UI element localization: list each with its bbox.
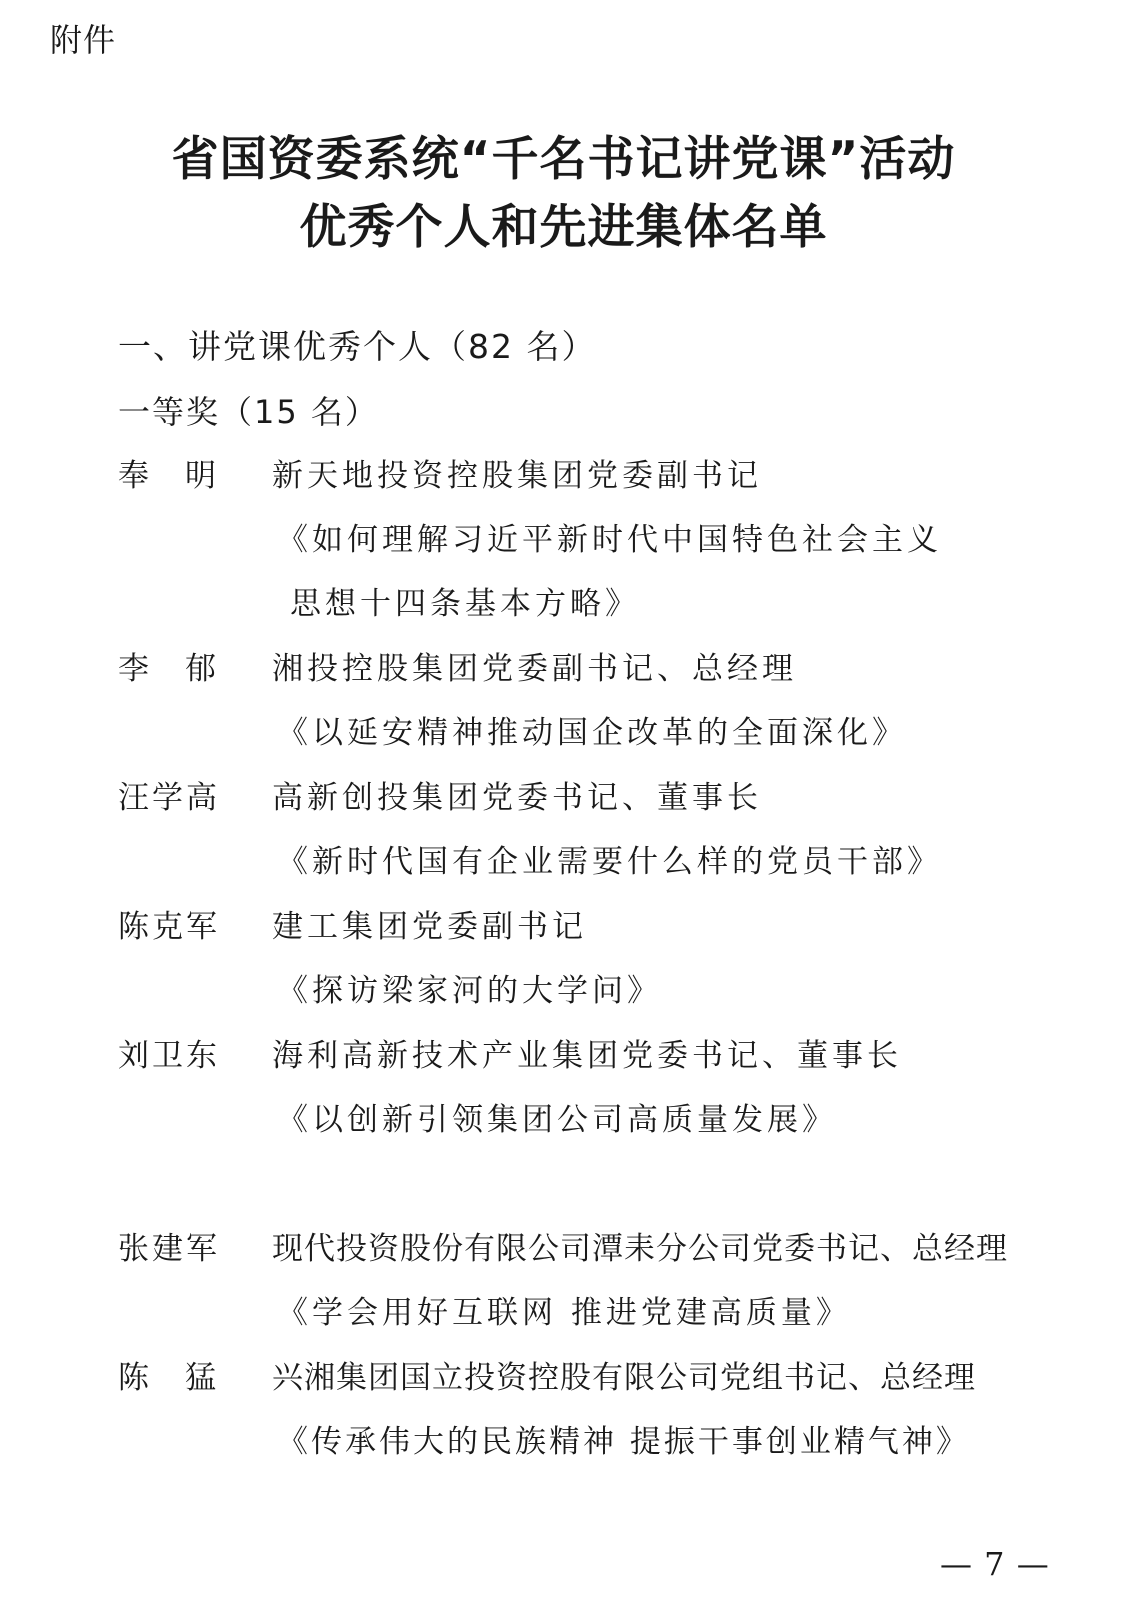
name-char: 奉 [118,458,149,494]
name-char: 李 [118,651,149,687]
prize-heading: 一等奖（15 名） [118,393,379,431]
name-char: 陈 [118,1360,149,1396]
document-title-line-2: 优秀个人和先进集体名单 [299,200,828,255]
awardee-org: 高新创投集团党委书记、董事长 [272,780,762,816]
course-title: 《传承伟大的民族精神 提振干事创业精气神》 [277,1424,970,1460]
awardee-org: 现代投资股份有限公司潭耒分公司党委书记、总经理 [272,1231,1008,1267]
course-title: 《以延安精神推动国企改革的全面深化》 [277,715,907,751]
awardee-name: 刘卫东 [118,1038,220,1074]
awardee-name: 汪学高 [118,780,220,816]
course-title: 《探访梁家河的大学问》 [277,973,662,1009]
awardee-org: 新天地投资控股集团党委副书记 [272,458,762,494]
course-title: 《新时代国有企业需要什么样的党员干部》 [277,844,942,880]
awardee-name: 张建军 [118,1231,220,1267]
name-char: 郁 [185,651,216,687]
awardee-name [118,1354,216,1402]
document-title-line-1: 省国资委系统“千名书记讲党课”活动 [171,132,956,187]
course-title: 《学会用好互联网 推进党建高质量》 [277,1295,851,1331]
course-title: 《以创新引领集团公司高质量发展》 [277,1102,837,1138]
awardee-name: 陈克军 [118,909,220,945]
course-title-continued: 思想十四条基本方略》 [290,586,640,622]
awardee-org: 海利高新技术产业集团党委书记、董事长 [272,1038,902,1074]
awardee-org: 兴湘集团国立投资控股有限公司党组书记、总经理 [272,1360,976,1396]
awardee-name [118,452,216,500]
attachment-label: 附件 [50,21,117,59]
awardee-name [118,645,216,693]
name-char: 明 [185,458,216,494]
awardee-org: 建工集团党委副书记 [272,909,587,945]
section-heading: 一、讲党课优秀个人（82 名） [118,327,597,366]
course-title: 《如何理解习近平新时代中国特色社会主义 [277,522,942,558]
awardee-org: 湘投控股集团党委副书记、总经理 [272,651,797,687]
name-char: 猛 [185,1360,216,1396]
page-number: — 7 — [940,1545,1050,1583]
